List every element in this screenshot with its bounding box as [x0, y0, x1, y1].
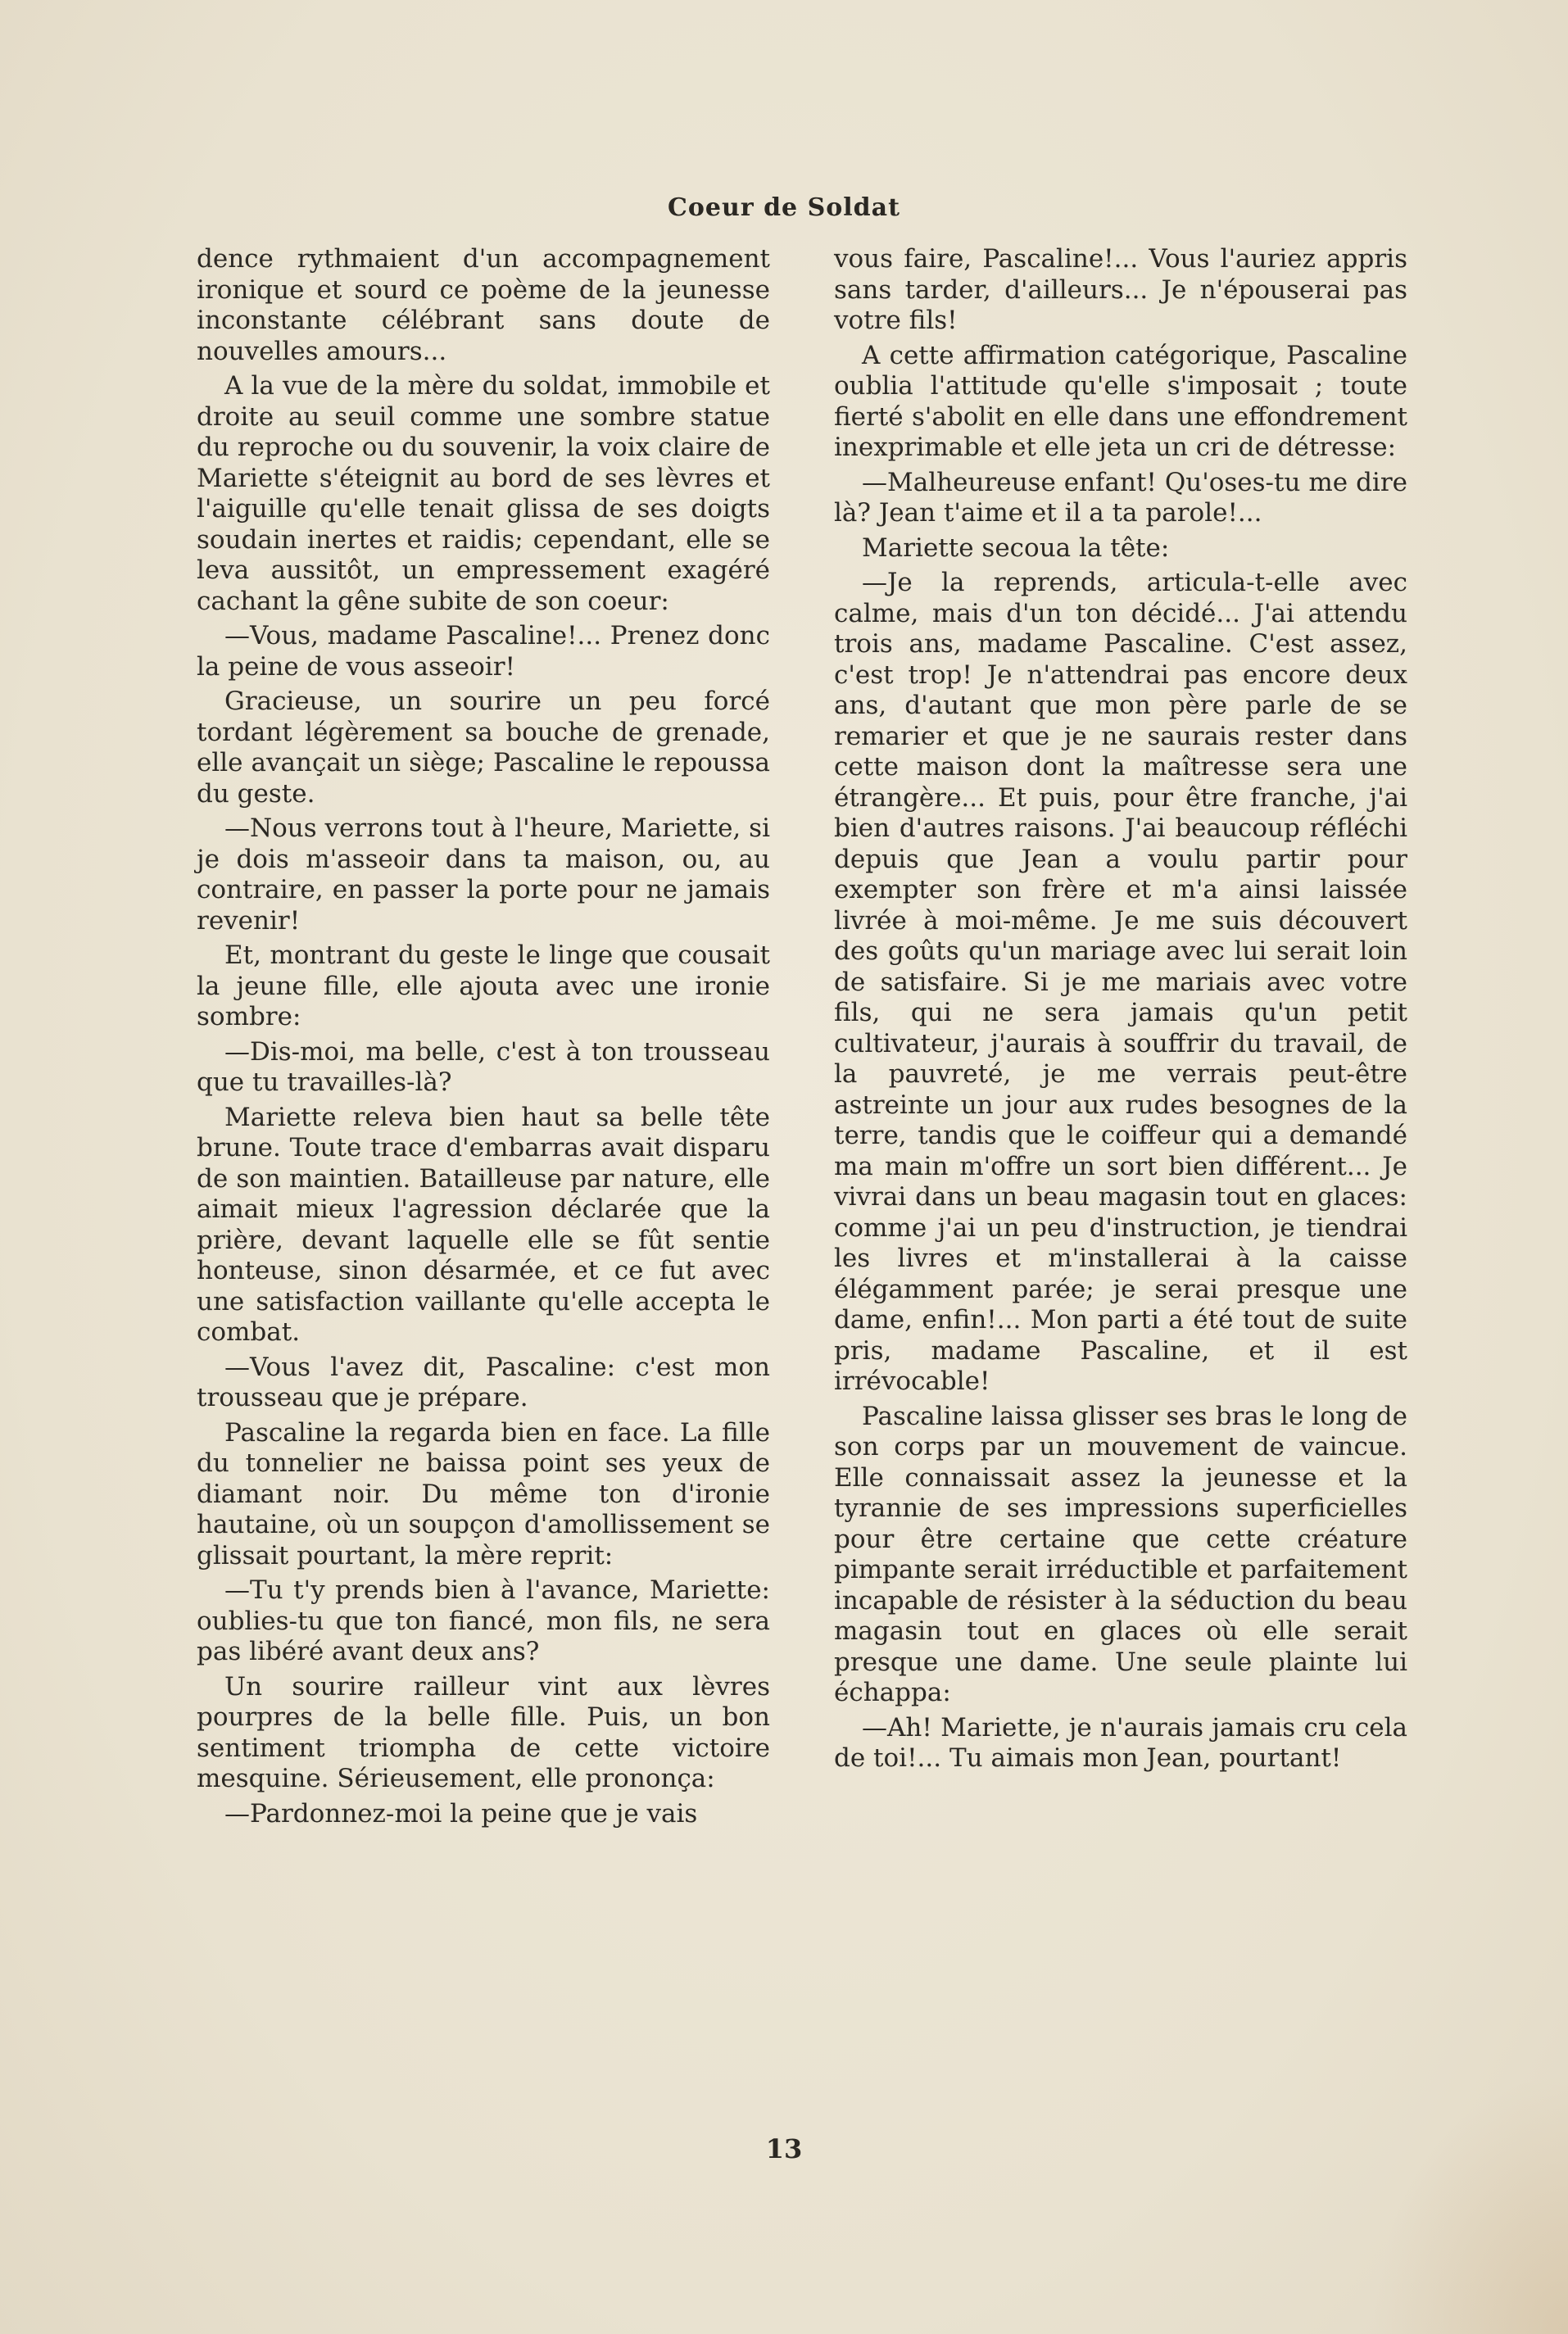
left-column [197, 244, 770, 1833]
paragraph: —Malheureuse enfant! Qu'oses-tu me dire là? Jean t'aime et il a ta parole!... [834, 467, 1407, 528]
paragraph: Pascaline laissa glisser ses bras le long de son corps par un mouvement de vaincue. Elle connaissait assez la jeunesse et la tyrannie de ses impressions superficielles pour être certaine que cette créature pimpante serait irréductible et parfaitement incapable de résister à la séduction du beau magasin tout en glaces où elle serait presque une dame. Une seule plainte lui échappa: [834, 1401, 1407, 1707]
paragraph: —Dis-moi, ma belle, c'est à ton trousseau que tu travailles-là? [197, 1036, 770, 1097]
paragraph: Mariette secoua la tête: [862, 533, 1170, 563]
paragraph: Mariette releva bien haut sa belle tête brune. Toute trace d'embarras avait disparu de son maintien. Batailleuse par nature, elle aimait mieux l'agression déclarée que la prière, devant laquelle elle se fût sentie honteuse, sinon désarmée, et ce fut avec une satisfaction vaillante qu'elle accepta le combat. [197, 1102, 770, 1347]
paragraph: Un sourire railleur vint aux lèvres pourpres de la belle fille. Puis, un bon sentiment triompha de cette victoire mesquine. Sérieusement, elle prononça: [197, 1671, 770, 1793]
paragraph: —Je la reprends, articula-t-elle avec calme, mais d'un ton décidé... J'ai attendu trois ans, madame Pascaline. C'est assez, c'est trop! Je n'attendrai pas encore deux ans, d'autant que mon père parle de se remarier et que je ne saurais rester dans cette maison dont la maîtresse sera une étrangère... Et puis, pour être franche, j'ai bien d'autres raisons. J'ai beaucoup réfléchi depuis que Jean a voulu partir pour exempter son frère et m'a ainsi laissée livrée à moi-même. Je me suis découvert des goûts qu'un mariage avec lui serait loin de satisfaire. Si je me mariais avec votre fils, qui ne sera jamais qu'un petit cultivateur, j'aurais à souffrir du travail, de la pauvreté, je me verrais peut-être astreinte un jour aux rudes besognes de la terre, tandis que le coiffeur qui a demandé ma main m'offre un sort bien différent... Je vivrai dans un beau magasin tout en glaces: comme j'ai un peu d'instruction, je tiendrai les livres et m'installerai à la caisse élégamment parée; je serai presque une dame, enfin!... Mon parti a été tout de suite pris, madame Pascaline, et il est irrévocable! [834, 568, 1407, 1396]
paragraph: A cette affirmation catégorique, Pascaline oublia l'attitude qu'elle s'imposait ; toute fierté s'abolit en elle dans une effondrement inexprimable et elle jeta un cri de détresse: [834, 340, 1407, 462]
paragraph: Et, montrant du geste le linge que cousait la jeune fille, elle ajouta avec une ironie sombre: [197, 940, 770, 1031]
paragraph: —Vous, madame Pascaline!... Prenez donc la peine de vous asseoir! [197, 621, 770, 682]
paragraph: —Ah! Mariette, je n'aurais jamais cru cela de toi!... Tu aimais mon Jean, pourtant! [834, 1712, 1407, 1773]
paragraph: dence rythmaient d'un accompagnement ironique et sourd ce poème de la jeunesse inconstante célébrant sans doute de nouvelles amours... [197, 244, 770, 366]
running-title: Coeur de Soldat [668, 193, 900, 222]
right-column [834, 244, 1407, 1779]
paragraph: Gracieuse, un sourire un peu forcé tordant légèrement sa bouche de grenade, elle avançait un siège; Pascaline le repoussa du geste. [197, 687, 770, 809]
paragraph: —Tu t'y prends bien à l'avance, Mariette: oublies-tu que ton fiancé, mon fils, ne sera pas libéré avant deux ans? [197, 1575, 770, 1666]
paragraph: vous faire, Pascaline!... Vous l'auriez appris sans tarder, d'ailleurs... Je n'épouserai pas votre fils! [834, 244, 1407, 335]
page-number: 13 [765, 2133, 803, 2164]
paragraph: A la vue de la mère du soldat, immobile et droite au seuil comme une sombre statue du reproche ou du souvenir, la voix claire de Mariette s'éteignit au bord de ses lèvres et l'aiguille qu'elle tenait glissa de ses doigts soudain inertes et raidis; cependant, elle se leva aussitôt, un empressement exagéré cachant la gêne subite de son coeur: [197, 371, 770, 616]
paragraph: Pascaline la regarda bien en face. La fille du tonnelier ne baissa point ses yeux de diamant noir. Du même ton d'ironie hautaine, où un soupçon d'amollissement se glissait pourtant, la mère reprit: [197, 1417, 770, 1570]
paragraph: —Nous verrons tout à l'heure, Mariette, si je dois m'asseoir dans ta maison, ou, au contraire, en passer la porte pour ne jamais revenir! [197, 814, 770, 936]
paragraph: —Vous l'avez dit, Pascaline: c'est mon trousseau que je prépare. [197, 1352, 770, 1412]
paper-stain [1371, 2072, 1568, 2334]
paragraph: —Pardonnez-moi la peine que je vais [224, 1798, 698, 1829]
